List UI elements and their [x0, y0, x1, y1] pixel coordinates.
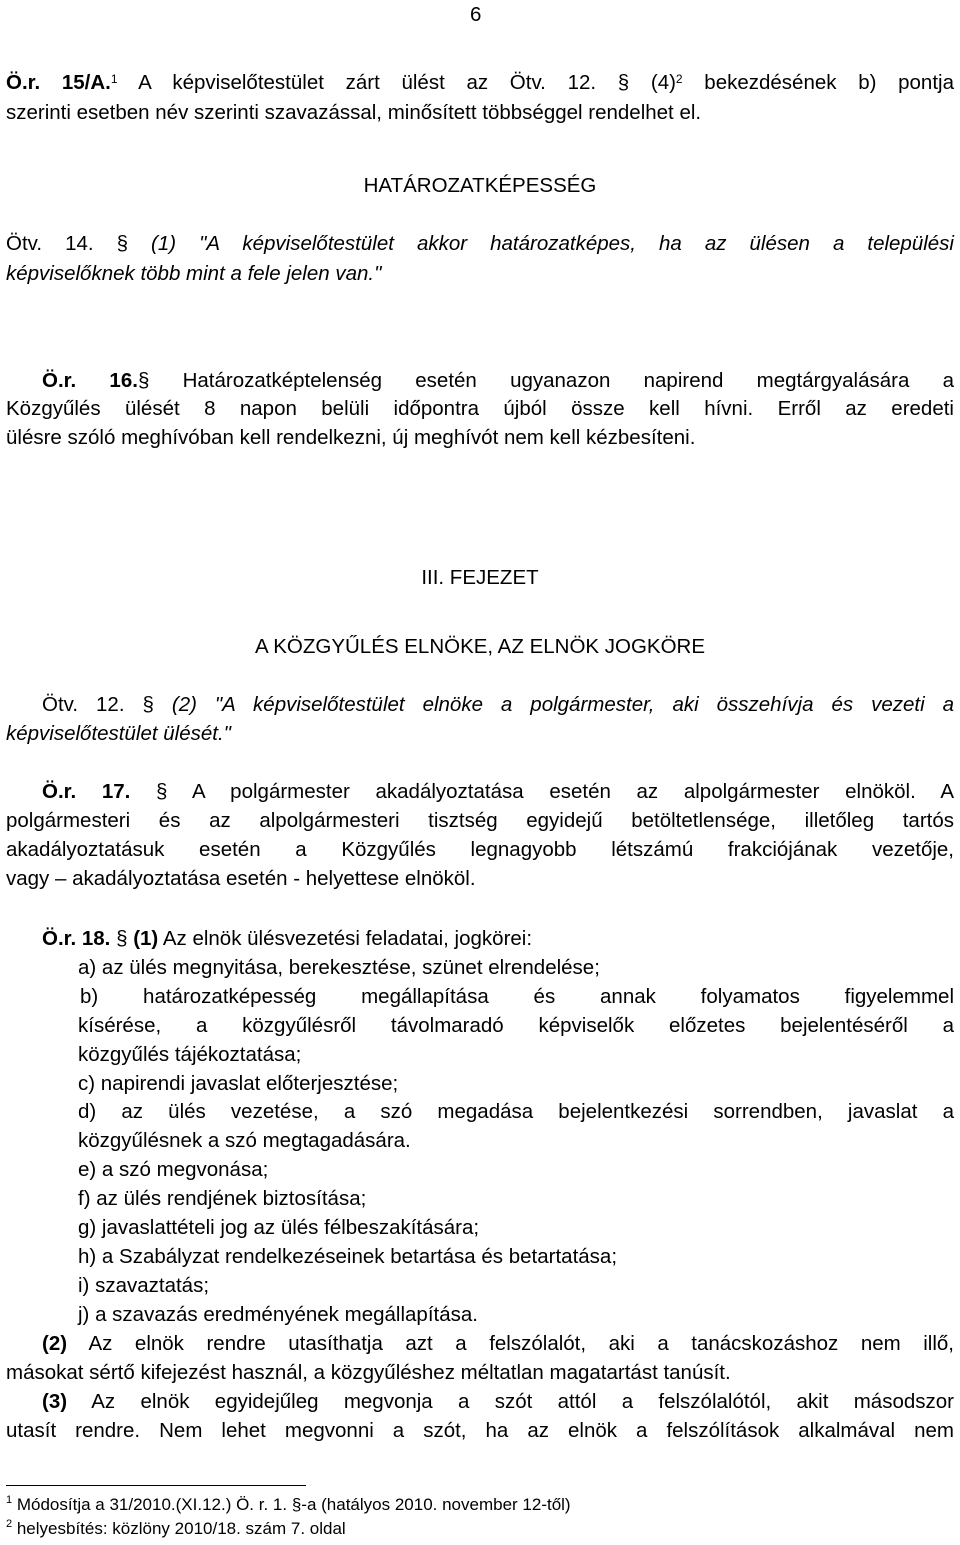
otv14-line1: [6, 231, 954, 257]
footnote-separator: [6, 1485, 306, 1486]
section-17-line3: akadályoztatásuk esetén a Közgyűlés legnagyobb létszámú frakciójának vezetője,: [6, 838, 954, 861]
section-17-line4: vagy – akadályoztatása esetén - helyettese elnököl.: [6, 867, 476, 890]
footnote-mark: 1: [6, 1494, 13, 1506]
text: A képviselőtestület zárt ülést az Ötv. 12.: [117, 71, 618, 94]
page-number: 6: [470, 3, 482, 26]
section-ref: Ö.r. 16.: [42, 369, 138, 392]
footnote-2: [6, 1518, 346, 1540]
section-ref: Ö.r. 17.: [42, 780, 131, 803]
item-h: h) a Szabályzat rendelkezéseinek betartása és betartatása;: [78, 1245, 618, 1268]
text: A polgármester akadályoztatása esetén az alpolgármester elnököl. A: [167, 780, 954, 803]
para2-line2: másokat sértő kifejezést használ, a közgyűléshez méltatlan magatartást tanúsít.: [6, 1361, 731, 1384]
heading-hatarozatkepesseg: HATÁROZATKÉPESSÉG: [363, 174, 597, 197]
text: Ötv. 14.: [6, 232, 117, 255]
section-ref: Ö.r. 15/A.: [6, 71, 111, 94]
text: [130, 780, 156, 803]
section-ref: Ö.r. 18.: [42, 927, 111, 950]
item-a: a) az ülés megnyitása, berekesztése, szünet elrendelése;: [78, 956, 600, 979]
section-sign: §: [137, 369, 150, 392]
item-e: e) a szó megvonása;: [78, 1158, 269, 1181]
otv12-line2: [6, 721, 231, 747]
footnote-mark: 2: [675, 72, 683, 86]
text: Az elnök ülésvezetési feladatai, jogkörei:: [158, 927, 533, 950]
paragraph-number: (3): [42, 1390, 68, 1413]
section-16-line3: ülésre szóló meghívóban kell rendelkezni, új meghívót nem kell kézbesíteni.: [6, 426, 696, 449]
quote: (2) "A képviselőtestület elnöke a polgármester, aki összehívja és vezeti a: [153, 693, 954, 716]
section-sign: §: [116, 232, 129, 255]
footnote-text: helyesbítés: közlöny 2010/18. szám 7. oldal: [12, 1519, 346, 1538]
text: Az elnök egyidejűleg megvonja a szót attól a felszólalótól, akit másodszor: [67, 1390, 954, 1413]
section-16-line1: [42, 368, 954, 394]
footnote-text: Módosítja a 31/2010.(XI.12.) Ö. r. 1. §-a (hatályos 2010. november 12-től): [12, 1495, 571, 1514]
text: Határozatképtelenség esetén ugyanazon napirend megtárgyalására a: [149, 369, 954, 392]
chapter-number: III. FEJEZET: [421, 566, 539, 589]
item-b-line3: közgyűlés tájékoztatása;: [78, 1043, 302, 1066]
section-sign: §: [142, 693, 154, 716]
section-15a-line1: [6, 70, 954, 96]
footnote-1: [6, 1494, 571, 1516]
chapter-title: A KÖZGYŰLÉS ELNÖKE, AZ ELNÖK JOGKÖRE: [255, 635, 705, 658]
item-j: j) a szavazás eredményének megállapítása.: [78, 1303, 478, 1326]
section-17-line2: polgármesteri és az alpolgármesteri tisztség egyidejű betöltetlensége, illetőleg tartós: [6, 809, 954, 832]
otv14-line2: [6, 261, 381, 287]
section-sign: §: [116, 927, 128, 950]
text: bekezdésének b) pontja: [682, 71, 954, 94]
para2-line1: [42, 1331, 954, 1357]
para3-line2: utasít rendre. Nem lehet megvonni a szót, ha az elnök a felszólítások alkalmával nem: [6, 1419, 954, 1442]
quote: képviselőknek több mint a fele jelen van.": [6, 262, 382, 285]
otv12-line1: [42, 692, 954, 718]
section-sign: §: [156, 780, 168, 803]
paragraph-number: (2): [42, 1332, 68, 1355]
text: (4): [629, 71, 676, 94]
item-c: c) napirendi javaslat előterjesztése;: [78, 1072, 399, 1095]
item-b-line2: kísérése, a közgyűlésről távolmaradó képviselők előzetes bejelentéséről a: [78, 1014, 954, 1037]
item-d-line2: közgyűlésnek a szó megtagadására.: [78, 1129, 411, 1152]
section-15a-line2: szerinti esetben név szerinti szavazással, minősített többséggel rendelhet el.: [6, 101, 702, 124]
section-16-line2: Közgyűlés ülését 8 napon belüli időpontra újból össze kell hívni. Erről az eredeti: [6, 397, 954, 420]
footnote-mark: 2: [6, 1518, 13, 1530]
item-g: g) javaslattételi jog az ülés félbeszakítására;: [78, 1216, 480, 1239]
para3-line1: [42, 1389, 954, 1415]
text: Ötv. 12.: [42, 693, 143, 716]
item-b-line1: b) határozatképesség megállapítása és annak folyamatos figyelemmel: [80, 985, 954, 1008]
quote: (1) "A képviselőtestület akkor határozatképes, ha az ülésen a települési: [128, 232, 954, 255]
paragraph-number: (1): [133, 927, 159, 950]
section-17-line1: [42, 779, 954, 805]
section-sign: §: [617, 71, 630, 94]
text: Az elnök rendre utasíthatja azt a felszólalót, aki a tanácskozáshoz nem illő,: [67, 1332, 954, 1355]
item-f: f) az ülés rendjének biztosítása;: [78, 1187, 367, 1210]
section-18-line1: [42, 926, 532, 952]
item-d-line1: d) az ülés vezetése, a szó megadása bejelentkezési sorrendben, javaslat a: [78, 1100, 954, 1123]
item-i: i) szavaztatás;: [78, 1274, 210, 1297]
footnote-mark: 1: [110, 72, 118, 86]
quote: képviselőtestület ülését.": [6, 722, 231, 745]
